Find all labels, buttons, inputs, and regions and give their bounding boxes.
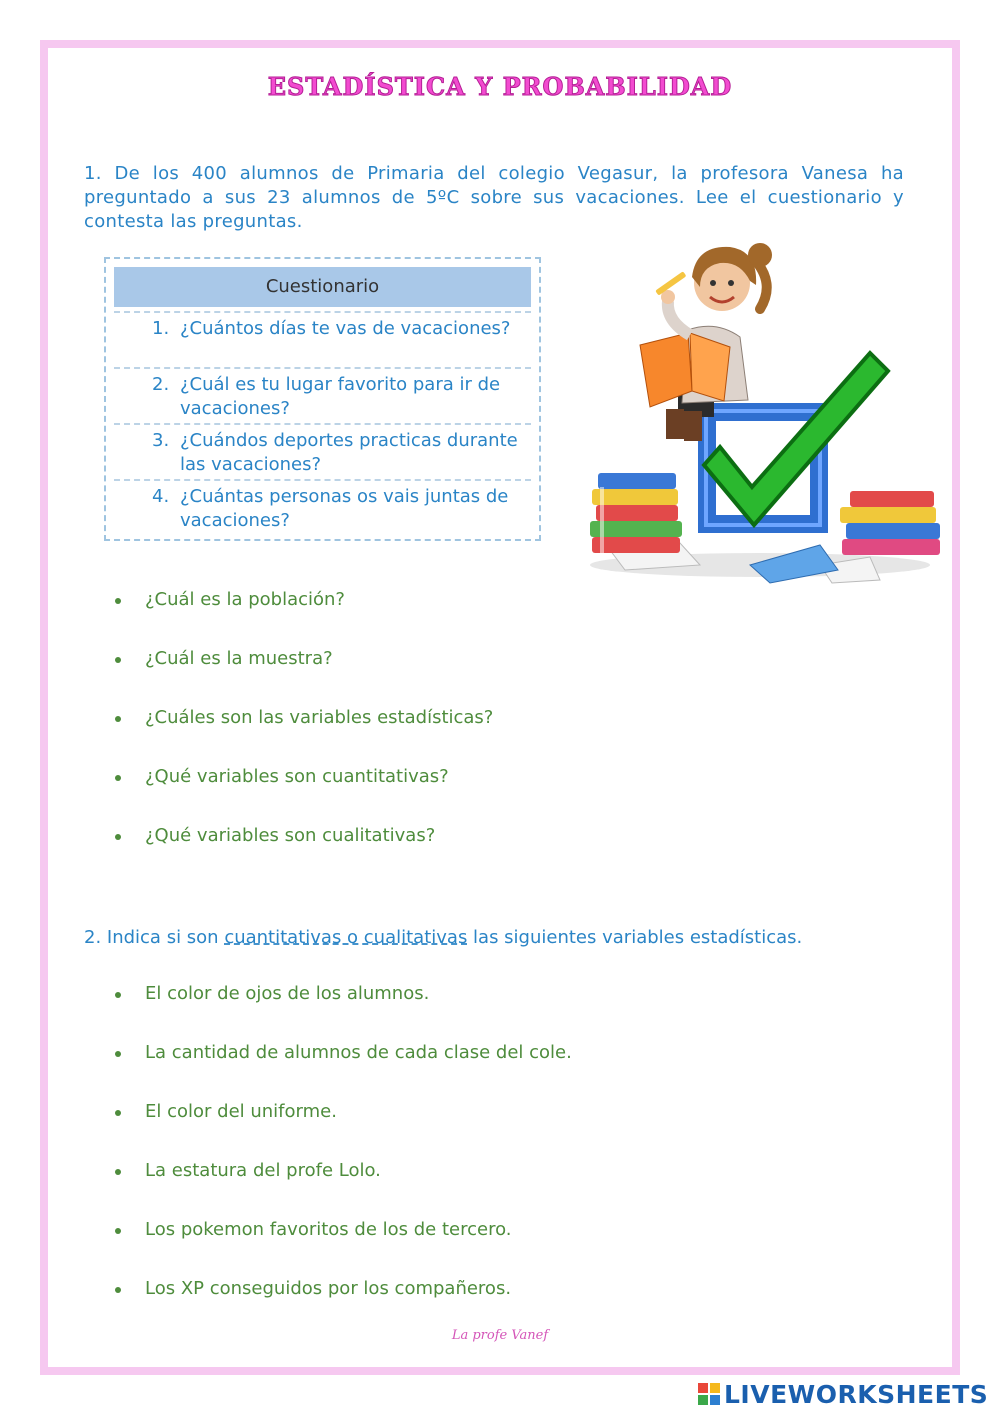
cuestionario-item <box>114 367 531 421</box>
list-item <box>115 1041 572 1100</box>
cuestionario-item-number: 3. <box>152 430 170 451</box>
question-2-prefix: 2. Indica si son <box>84 927 225 948</box>
bullet-icon <box>115 1169 121 1175</box>
bullet-icon <box>115 598 121 604</box>
list-item <box>115 765 493 824</box>
cuestionario-item-text: ¿Cuántos días te vas de vacaciones? <box>180 318 511 339</box>
bullet-icon <box>115 716 121 722</box>
teacher-checkmark-illustration <box>570 225 950 585</box>
list-item <box>115 982 572 1041</box>
logo-tile <box>710 1395 720 1405</box>
bullet-icon <box>115 775 121 781</box>
question-text: ¿Cuáles son las variables estadísticas? <box>145 707 494 728</box>
variable-text: Los XP conseguidos por los compañeros. <box>145 1278 512 1299</box>
cuestionario-item-text: ¿Cuál es tu lugar favorito para ir de vacaciones? <box>180 374 501 419</box>
cuestionario-item <box>114 311 531 365</box>
liveworksheets-logo[interactable] <box>698 1380 988 1408</box>
question-2-text <box>84 926 964 950</box>
logo-tile <box>698 1383 708 1393</box>
cuestionario-box <box>104 257 541 541</box>
list-item <box>115 1159 572 1218</box>
variable-text: El color del uniforme. <box>145 1101 337 1122</box>
cuestionario-header: Cuestionario <box>114 267 531 307</box>
questions-list-1 <box>115 588 493 883</box>
logo-tile <box>698 1395 708 1405</box>
variable-text: Los pokemon favoritos de los de tercero. <box>145 1219 512 1240</box>
question-2-suffix: las siguientes variables estadísticas. <box>467 927 803 948</box>
list-item <box>115 647 493 706</box>
list-item <box>115 1100 572 1159</box>
question-text: ¿Cuál es la muestra? <box>145 648 333 669</box>
list-item <box>115 824 493 883</box>
list-item <box>115 706 493 765</box>
brand-name: LIVEWORKSHEETS <box>724 1379 989 1409</box>
bullet-icon <box>115 992 121 998</box>
liveworksheets-icon <box>698 1383 720 1405</box>
bullet-icon <box>115 1110 121 1116</box>
cuestionario-item-text: ¿Cuántas personas os vais juntas de vacaciones? <box>180 486 509 531</box>
question-text: ¿Cuál es la población? <box>145 589 345 610</box>
cuestionario-item <box>114 423 531 477</box>
question-text: ¿Qué variables son cualitativas? <box>145 825 436 846</box>
question-2-underlined: cuantitativas o cualitativas <box>224 927 468 948</box>
question-1-text: 1. De los 400 alumnos de Primaria del colegio Vegasur, la profesora Vanesa ha preguntado a sus 23 alumnos de 5ºC sobre sus vacaciones. Lee el cuestionario y contesta las preguntas. <box>84 163 904 232</box>
list-item <box>115 588 493 647</box>
variables-list <box>115 982 572 1336</box>
bullet-icon <box>115 1051 121 1057</box>
author-signature: La profe Vanef <box>451 1328 549 1343</box>
page-title: ESTADÍSTICA Y PROBABILIDAD <box>267 72 733 101</box>
cuestionario-item-text: ¿Cuándos deportes practicas durante las vacaciones? <box>180 430 518 475</box>
list-item <box>115 1218 572 1277</box>
question-text: ¿Qué variables son cuantitativas? <box>145 766 449 787</box>
bullet-icon <box>115 1287 121 1293</box>
cuestionario-item-number: 2. <box>152 374 170 395</box>
variable-text: La estatura del profe Lolo. <box>145 1160 381 1181</box>
variable-text: El color de ojos de los alumnos. <box>145 983 430 1004</box>
variable-text: La cantidad de alumnos de cada clase del cole. <box>145 1042 572 1063</box>
cuestionario-item-number: 1. <box>152 318 170 339</box>
bullet-icon <box>115 834 121 840</box>
logo-tile <box>710 1383 720 1393</box>
cuestionario-item-number: 4. <box>152 486 170 507</box>
bullet-icon <box>115 657 121 663</box>
cuestionario-item <box>114 479 531 533</box>
bullet-icon <box>115 1228 121 1234</box>
